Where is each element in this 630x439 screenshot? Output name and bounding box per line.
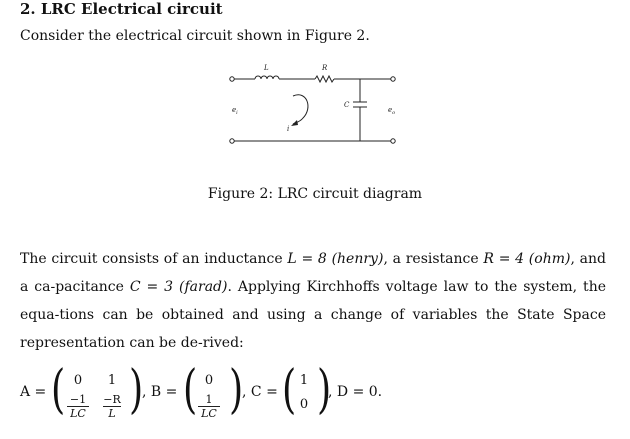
B-2: 1 LC — [198, 394, 220, 419]
matrix-B-label: , B = — [142, 384, 178, 400]
current-loop-arrow — [293, 95, 308, 124]
lrc-circuit-diagram — [223, 60, 403, 150]
resistance-equation: R = 4 (ohm) — [483, 251, 571, 267]
A-12: 1 — [107, 373, 117, 388]
para-text-2: , a resistance — [383, 251, 484, 267]
input-voltage-label: e — [232, 106, 237, 114]
A-22: −R L — [103, 393, 121, 420]
output-terminal-top — [391, 77, 395, 81]
inductor-symbol — [255, 76, 279, 79]
intro-text: Consider the electrical circuit shown in Figure 2. — [20, 28, 370, 44]
resistor-symbol — [315, 76, 334, 82]
output-terminal-bottom — [391, 139, 395, 143]
A-21: −1 LC — [67, 394, 89, 419]
para-text-4: . Applying Kirchhoffs voltage law to the system, the equa-tions can be obtained and using a change of variables the State Space representation can be de-rived: — [20, 279, 606, 351]
input-terminal-bottom — [230, 139, 234, 143]
para-text-1: The circuit consists of an inductance — [20, 251, 288, 267]
C-1: 1 — [299, 373, 309, 388]
output-voltage-label: e — [388, 106, 393, 114]
capacitance-equation: C = 3 (farad) — [129, 279, 228, 295]
section-heading: 2. LRC Electrical circuit — [20, 0, 223, 18]
capacitor-label: C — [344, 101, 350, 109]
svg-text:eo: $e_o$ — [388, 106, 396, 116]
A-11: 0 — [73, 373, 83, 388]
figure-caption: Figure 2: LRC circuit diagram — [207, 186, 423, 202]
inductor-label: L — [264, 64, 269, 72]
matrix-A-label: A = — [20, 384, 47, 400]
body-paragraph — [20, 245, 606, 357]
input-terminal-top — [230, 77, 234, 81]
matrix-D-label: , D = 0. — [328, 384, 383, 400]
B-1: 0 — [204, 373, 214, 388]
inductance-equation: L = 8 (henry) — [287, 251, 384, 267]
C-2: 0 — [299, 397, 309, 412]
current-label: i — [287, 125, 290, 133]
svg-text:ei: $e_i$ — [232, 106, 238, 116]
para-text-3: , and a ca-pacitance — [20, 251, 606, 295]
resistor-label: R — [322, 64, 328, 72]
matrix-C-label: , C = — [242, 384, 278, 400]
